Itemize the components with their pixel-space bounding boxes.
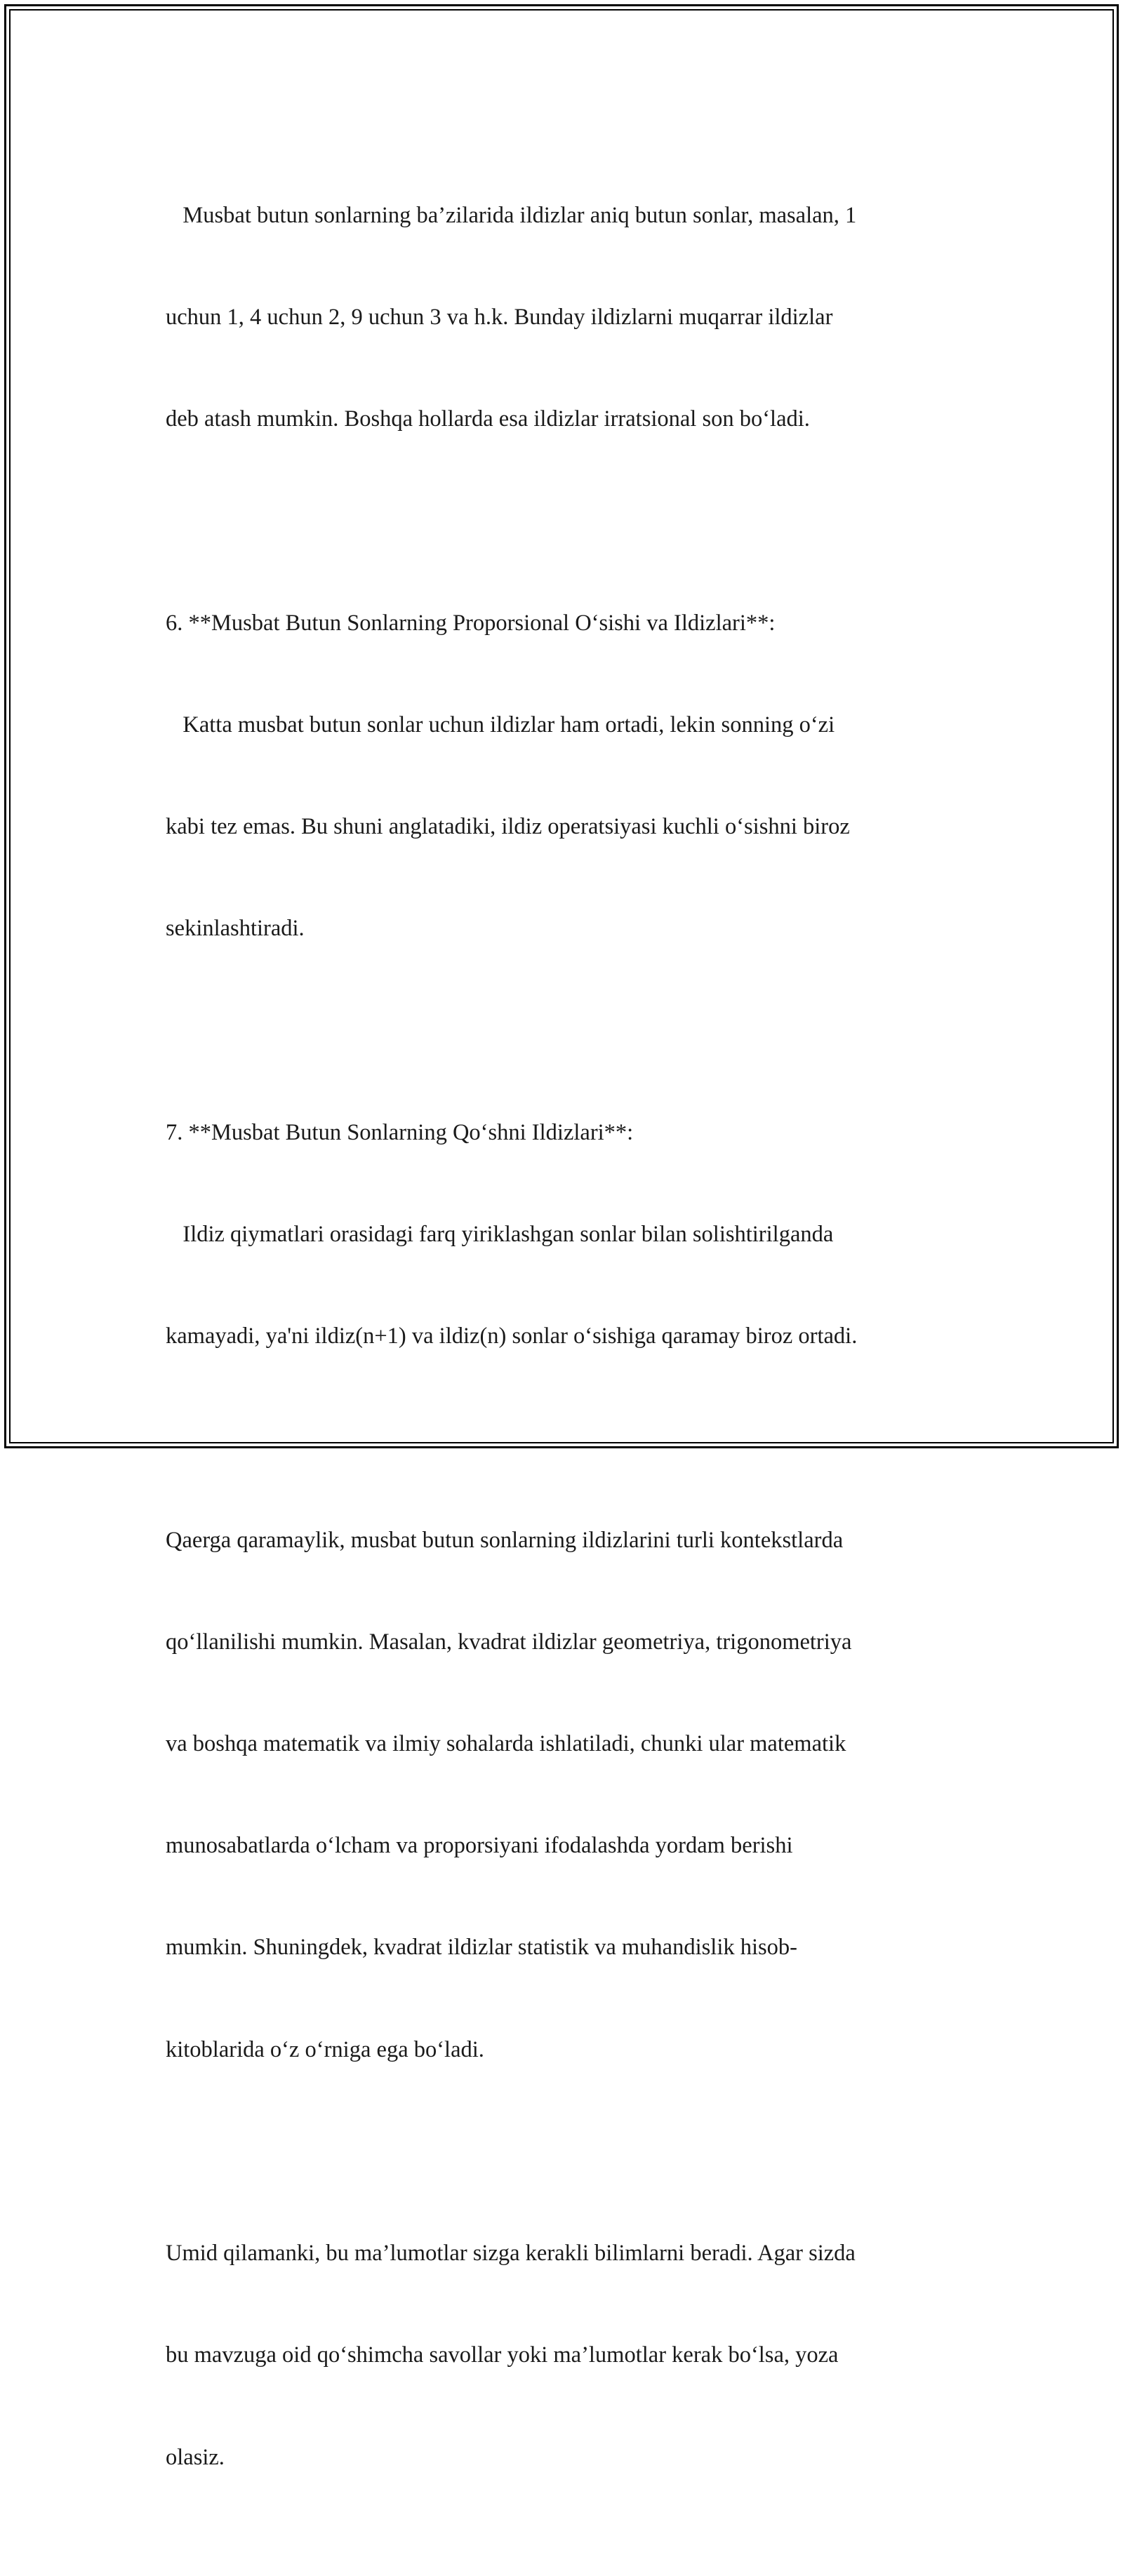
text-line: sekinlashtiradi.: [166, 916, 305, 942]
paragraph-applications: [166, 1455, 952, 2135]
paragraph-integer-roots: [166, 131, 952, 504]
text-line: va boshqa matematik va ilmiy sohalarda ishlatiladi, chunki ular matematik: [166, 1731, 846, 1757]
paragraph-closing: [166, 2168, 952, 2542]
text-line: olasiz.: [166, 2444, 225, 2470]
list-item-heading: 7. **Musbat Butun Sonlarning Qo‘shni Ildizlari**:: [166, 1119, 634, 1145]
document-body: [166, 131, 952, 2576]
text-line: bu mavzuga oid qo‘shimcha savollar yoki ma’lumotlar kerak bo‘lsa, yoza: [166, 2342, 839, 2368]
text-line: kitoblarida o‘z o‘rniga ega bo‘ladi.: [166, 2036, 484, 2062]
text-line: mumkin. Shuningdek, kvadrat ildizlar statistik va muhandislik hisob-: [166, 1935, 797, 1961]
text-line: qo‘llanilishi mumkin. Masalan, kvadrat ildizlar geometriya, trigonometriya: [166, 1629, 852, 1655]
text-line: munosabatlarda o‘lcham va proporsiyani ifodalashda yordam berishi: [166, 1833, 793, 1859]
paragraph-item-7: [166, 1048, 952, 1421]
text-line: Umid qilamanki, bu ma’lumotlar sizga kerakli bilimlarni beradi. Agar sizda: [166, 2241, 856, 2267]
text-line: Qaerga qaramaylik, musbat butun sonlarning ildizlarini turli kontekstlarda: [166, 1527, 844, 1553]
text-line: Ildiz qiymatlari orasidagi farq yiriklashgan sonlar bilan solishtirilganda: [166, 1221, 834, 1247]
text-line: Musbat butun sonlarning ba’zilarida ildizlar aniq butun sonlar, masalan, 1: [166, 202, 857, 228]
text-line: kabi tez emas. Bu shuni anglatadiki, ildiz operatsiyasi kuchli o‘sishni biroz: [166, 814, 850, 840]
list-item-heading: 6. **Musbat Butun Sonlarning Proporsional O‘sishi va Ildizlari**:: [166, 610, 776, 636]
text-line: kamayadi, ya'ni ildiz(n+1) va ildiz(n) sonlar o‘sishiga qaramay biroz ortadi.: [166, 1323, 858, 1349]
text-line: deb atash mumkin. Boshqa hollarda esa ildizlar irratsional son bo‘ladi.: [166, 406, 810, 432]
text-line: Katta musbat butun sonlar uchun ildizlar ham ortadi, lekin sonning o‘zi: [166, 712, 835, 738]
paragraph-item-6: [166, 538, 952, 1014]
text-line: uchun 1, 4 uchun 2, 9 uchun 3 va h.k. Bunday ildizlarni muqarrar ildizlar: [166, 305, 833, 331]
